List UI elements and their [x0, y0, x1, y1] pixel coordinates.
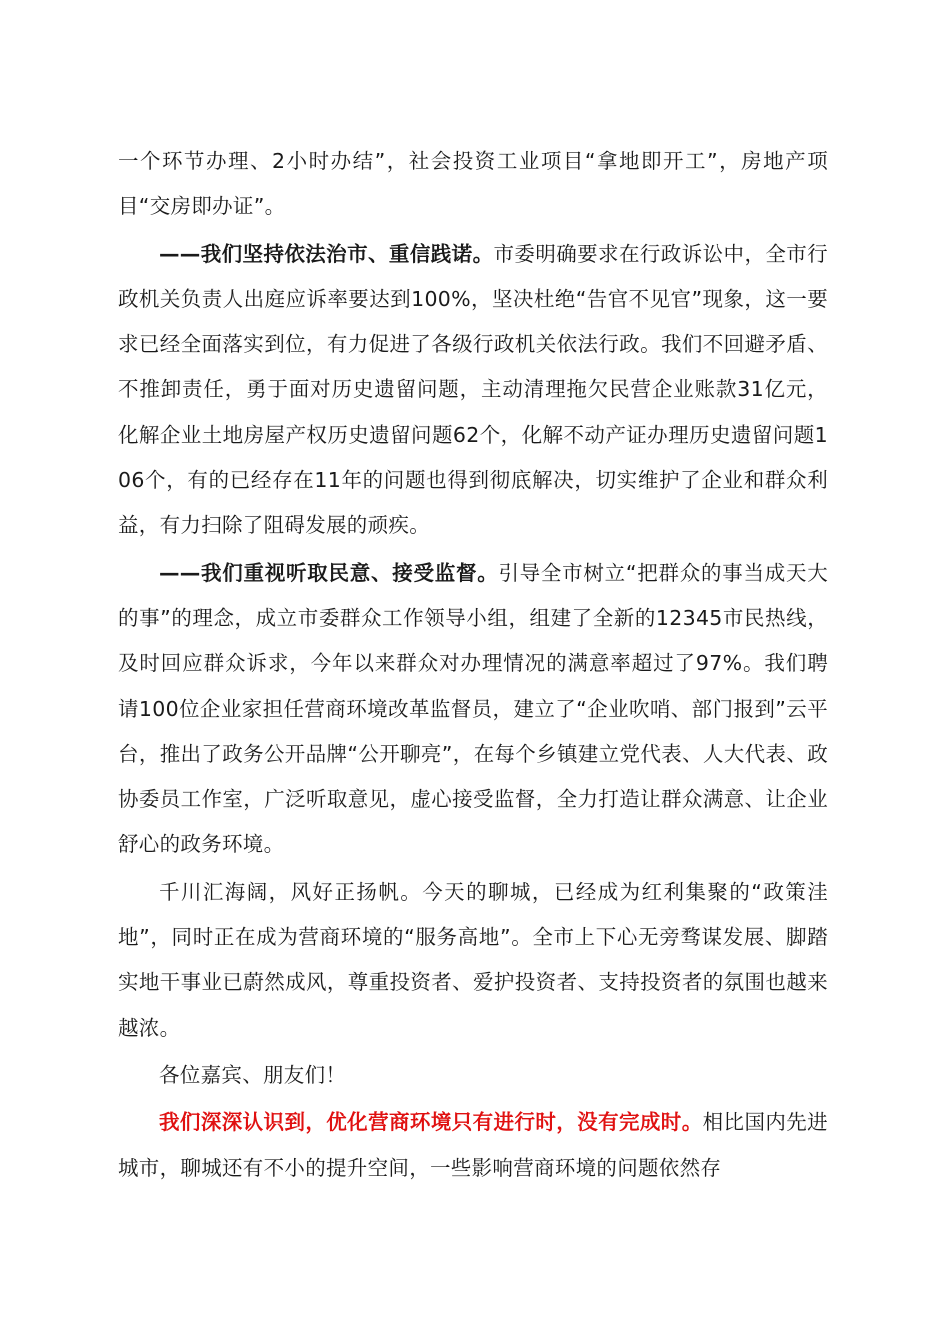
paragraph-lead-highlight: 我们深深认识到，优化营商环境只有进行时，没有完成时。	[159, 1110, 703, 1135]
paragraph-greeting	[118, 1053, 828, 1098]
paragraph-public-opinion	[118, 551, 828, 868]
paragraph-lead: ——我们坚持依法治市、重信践诺。	[159, 241, 494, 266]
paragraph-text: 千川汇海阔，风好正扬帆。今天的聊城，已经成为红利集聚的“政策洼地”，同时正在成为营商环境的“服务高地”。全市上下心无旁骛谋发展、脚踏实地干事业已蔚然成风，尊重投资者、爱护投资者、支持投资者的氛围也越来越浓。	[118, 879, 828, 1040]
paragraph-text: 一个环节办理、2小时办结”，社会投资工业项目“拿地即开工”，房地产项目“交房即办证”。	[118, 149, 828, 219]
paragraph-awareness	[118, 1100, 828, 1191]
paragraph-text: 各位嘉宾、朋友们！	[159, 1062, 347, 1087]
paragraph-text: 相比国内先进城市，聊城还有不小的提升空间，一些影响营商环境的问题依然存	[118, 1110, 828, 1180]
paragraph-text: 市委明确要求在行政诉讼中，全市行政机关负责人出庭应诉率要达到100%，坚决杜绝“告官不见官”现象，这一要求已经全面落实到位，有力促进了各级行政机关依法行政。我们不回避矛盾、不推卸责任，勇于面对历史遗留问题，主动清理拖欠民营企业账款31亿元，化解企业土地房屋产权历史遗留问题62个，化解不动产证办理历史遗留问题106个，有的已经存在11年的问题也得到彻底解决，切实维护了企业和群众利益，有力扫除了阻碍发展的顽疾。	[118, 241, 828, 538]
paragraph-continuation	[118, 139, 828, 230]
paragraph-rule-of-law	[118, 232, 828, 549]
document-body	[118, 139, 828, 1191]
paragraph-lead: ——我们重视听取民意、接受监督。	[159, 560, 499, 585]
paragraph-text: 引导全市树立“把群众的事当成天大的事”的理念，成立市委群众工作领导小组，组建了全新的12345市民热线，及时回应群众诉求，今年以来群众对办理情况的满意率超过了97%。我们聘请100位企业家担任营商环境改革监督员，建立了“企业吹哨、部门报到”云平台，推出了政务公开品牌“公开聊亮”，在每个乡镇建立党代表、人大代表、政协委员工作室，广泛听取意见，虚心接受监督，全力打造让群众满意、让企业舒心的政务环境。	[118, 560, 828, 857]
paragraph-summary	[118, 870, 828, 1051]
